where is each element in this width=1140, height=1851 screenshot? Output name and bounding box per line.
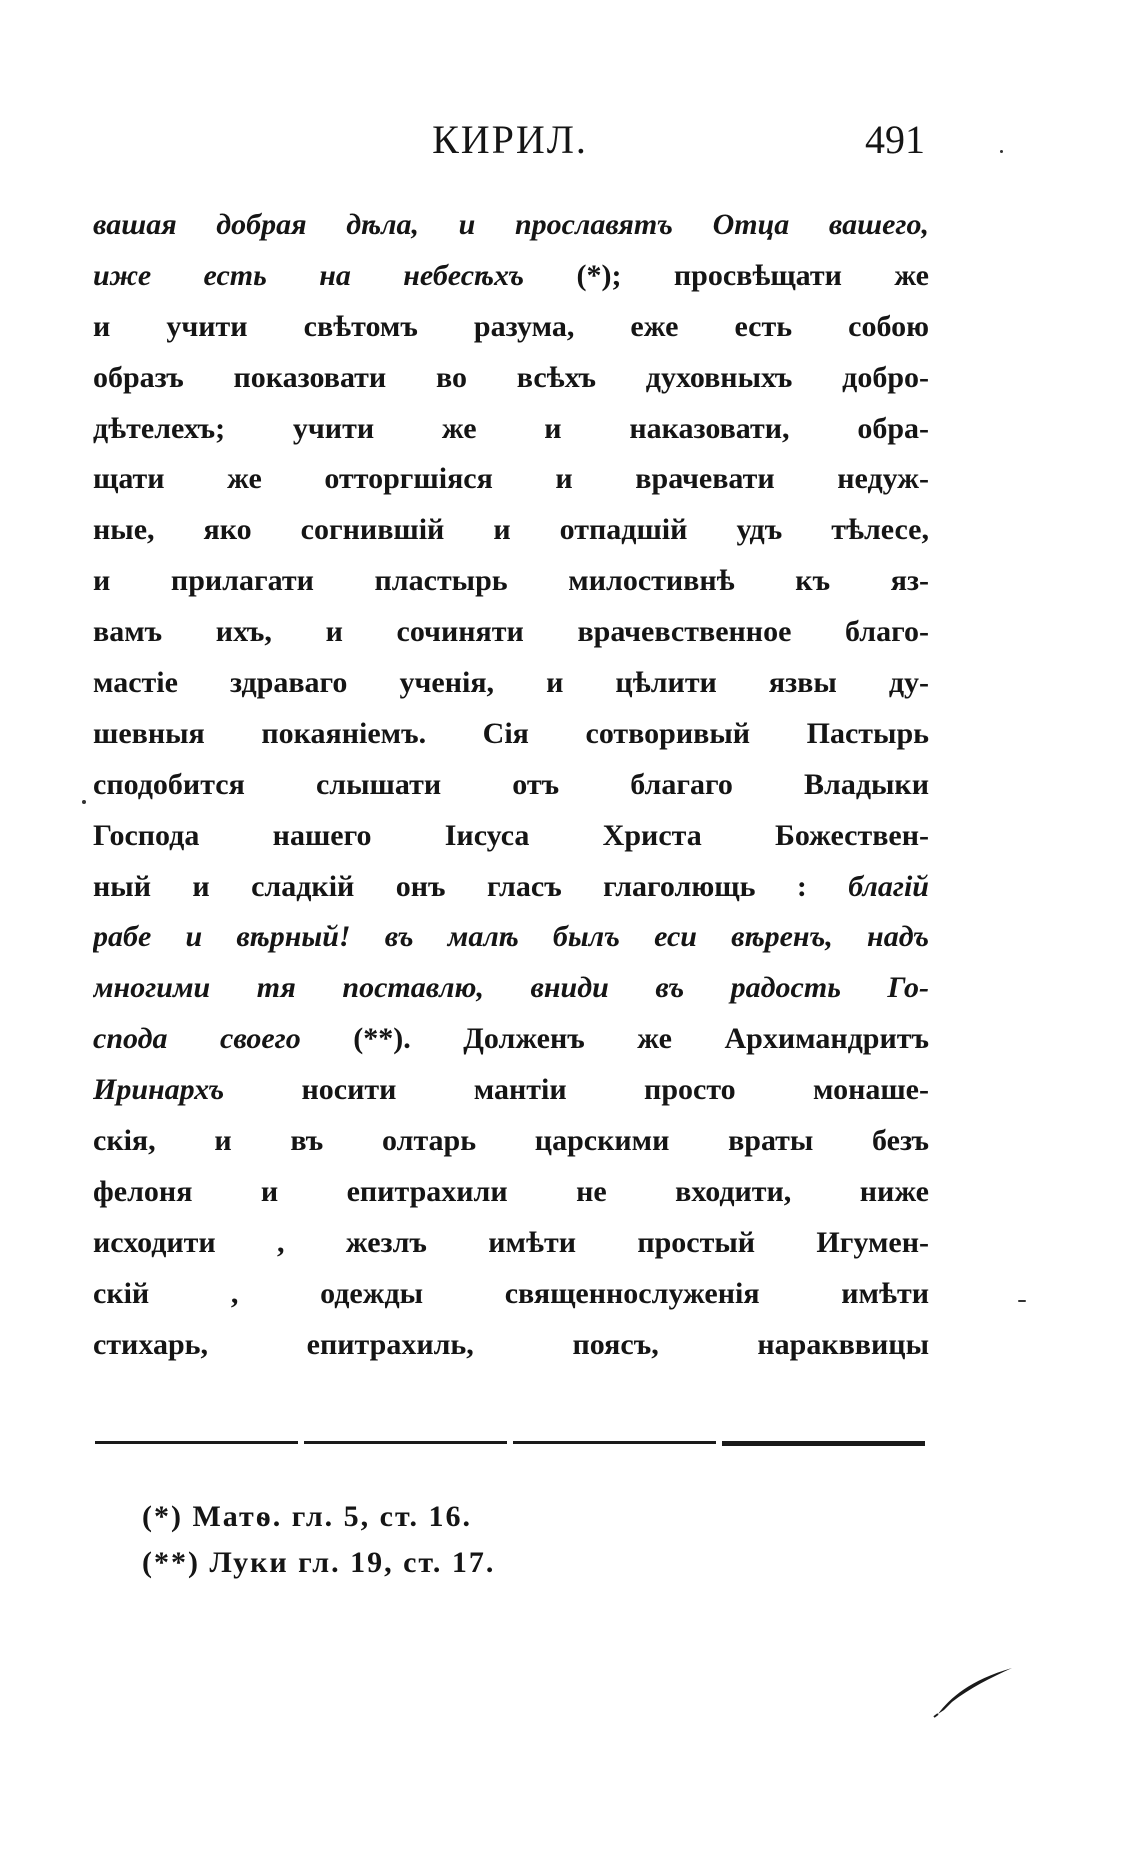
text-segment: Господа нашего Іисуса Христа Божествен- xyxy=(93,818,929,852)
text-line xyxy=(93,607,929,658)
speck xyxy=(1018,1300,1026,1302)
italic-segment: иже есть на небесѣхъ xyxy=(93,258,525,292)
running-header xyxy=(95,112,925,172)
italic-segment: Иринархъ xyxy=(93,1073,225,1107)
text-line xyxy=(93,963,929,1014)
italic-segment: вашая добрая дѣла, и прославятъ Отца вашего, xyxy=(93,208,929,241)
italic-segment: благій xyxy=(848,869,929,903)
italic-segment: спода своего xyxy=(93,1022,301,1056)
rule-segment xyxy=(722,1441,925,1446)
text-segment: и учити свѣтомъ разума, еже есть собою xyxy=(93,309,929,343)
text-segment: скій , одежды священнослуженія имѣти xyxy=(93,1276,929,1310)
text-line xyxy=(93,251,929,302)
text-line xyxy=(93,454,929,505)
text-line xyxy=(93,353,929,404)
footnote: (*) Матѳ. гл. 5, ст. 16. xyxy=(142,1500,472,1533)
text-line xyxy=(93,200,929,251)
text-line xyxy=(93,1320,929,1371)
text-line xyxy=(93,912,929,963)
text-line xyxy=(93,709,929,760)
text-line xyxy=(93,658,929,709)
text-segment: шевныя покаяніемъ. Сія сотворивый Пастырь xyxy=(93,716,929,750)
text-segment: ный и сладкій онъ гласъ глаголющь : xyxy=(93,869,849,903)
text-line xyxy=(93,1065,929,1116)
speck xyxy=(82,800,86,804)
rule-segment xyxy=(95,1441,298,1444)
text-line xyxy=(93,811,929,862)
text-segment: скія, и въ олтарь царскими враты безъ xyxy=(93,1124,929,1158)
text-line xyxy=(93,302,929,353)
text-segment: (**). Долженъ же Архимандритъ xyxy=(300,1022,929,1056)
footnote: (**) Луки гл. 19, ст. 17. xyxy=(142,1546,496,1579)
text-segment: мастіе здраваго ученія, и цѣлити язвы ду- xyxy=(93,666,929,700)
italic-segment: рабе и вѣрный! въ малѣ былъ еси вѣренъ, надъ xyxy=(93,920,929,954)
text-segment: носити мантіи просто монаше- xyxy=(224,1073,929,1107)
rule-segment xyxy=(304,1441,507,1444)
italic-segment: многими тя поставлю, вниди въ радость Го- xyxy=(93,971,929,1005)
text-segment: и прилагати пластырь милостивнѣ къ яз- xyxy=(93,564,929,598)
text-segment: дѣтелехъ; учити же и наказовати, обра- xyxy=(93,411,929,445)
ink-mark-icon xyxy=(930,1658,1020,1718)
text-line xyxy=(93,1218,929,1269)
text-line xyxy=(93,556,929,607)
text-line xyxy=(93,1167,929,1218)
page-number: 491 xyxy=(865,117,925,162)
text-line xyxy=(93,760,929,811)
text-segment: (*); просвѣщати же xyxy=(524,258,929,292)
footnote-rule xyxy=(95,1441,925,1446)
text-segment: щати же отторгшіяся и врачевати недуж- xyxy=(93,462,929,496)
text-line xyxy=(93,1269,929,1320)
text-line xyxy=(93,862,929,913)
speck xyxy=(1000,150,1003,153)
footnotes xyxy=(142,1494,702,1586)
running-title: КИРИЛ. xyxy=(432,117,588,162)
text-segment: фелоня и епитрахили не входити, ниже xyxy=(93,1174,929,1208)
text-segment: образъ показовати во всѣхъ духовныхъ добро- xyxy=(93,360,929,394)
text-segment: сподобится слышати отъ благаго Владыки xyxy=(93,767,929,801)
text-line xyxy=(93,505,929,556)
body-text xyxy=(93,200,929,1370)
text-line xyxy=(93,404,929,455)
text-line xyxy=(93,1014,929,1065)
text-segment: ные, яко согнившій и отпадшій удъ тѣлесе, xyxy=(93,513,929,547)
rule-segment xyxy=(513,1441,716,1444)
text-segment: стихарь, епитрахиль, поясъ, наракввицы xyxy=(93,1327,929,1361)
text-line xyxy=(93,1116,929,1167)
text-segment: вамъ ихъ, и сочиняти врачевственное благо- xyxy=(93,615,929,649)
text-segment: исходити , жезлъ имѣти простый Игумен- xyxy=(93,1225,929,1259)
